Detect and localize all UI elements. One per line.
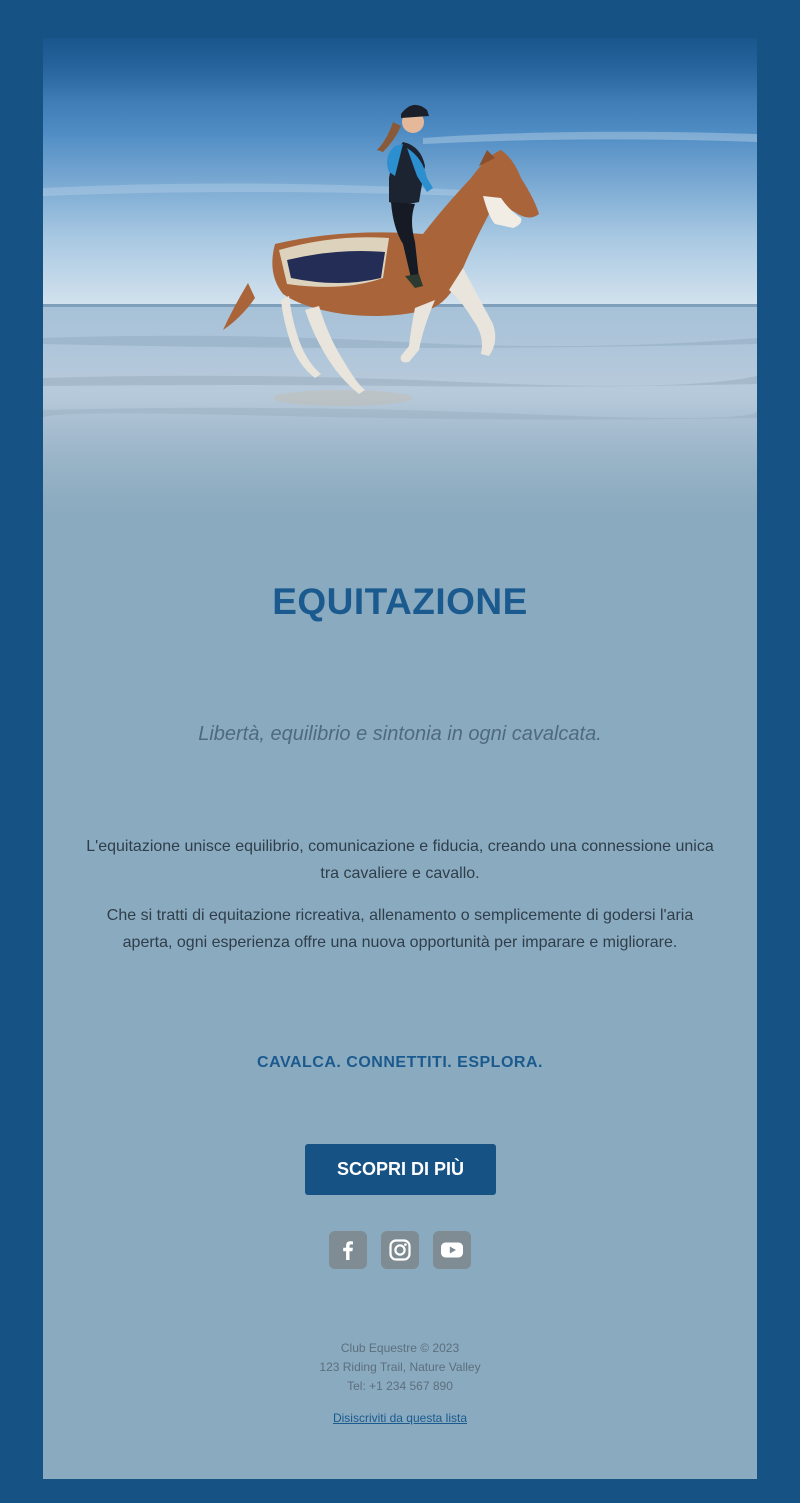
intro-paragraph: L'equitazione unisce equilibrio, comunicazione e fiducia, creando una connessione unica tra cavaliere e cavallo. <box>86 838 714 882</box>
instagram-link[interactable] <box>381 1231 419 1269</box>
hero-image <box>43 38 757 518</box>
youtube-link[interactable] <box>433 1231 471 1269</box>
subtitle: Libertà, equilibrio e sintonia in ogni cavalcata. <box>198 723 602 745</box>
facebook-icon <box>329 1231 367 1269</box>
email-card <box>43 38 757 1479</box>
facebook-link[interactable] <box>329 1231 367 1269</box>
unsubscribe-link[interactable]: Disiscriviti da questa lista <box>332 1411 468 1425</box>
instagram-icon <box>381 1231 419 1269</box>
footer-phone: Tel: +1 234 567 890 <box>347 1379 453 1393</box>
unsubscribe-container <box>43 1411 757 1425</box>
horse-rider-photo <box>43 38 757 518</box>
discover-more-button[interactable]: SCOPRI DI PIÙ <box>305 1144 496 1195</box>
footer-company: Club Equestre © 2023 <box>340 1341 460 1355</box>
footer-address: 123 Riding Trail, Nature Valley <box>319 1360 481 1374</box>
tagline: CAVALCA. CONNETTITI. ESPLORA. <box>257 1054 543 1071</box>
youtube-icon <box>433 1231 471 1269</box>
detail-paragraph: Che si tratti di equitazione ricreativa, allenamento o semplicemente di godersi l'aria aperta, ogni esperienza offre una nuova opportunità per imparare e migliorare. <box>106 907 694 951</box>
page-title: EQUITAZIONE <box>272 581 528 622</box>
